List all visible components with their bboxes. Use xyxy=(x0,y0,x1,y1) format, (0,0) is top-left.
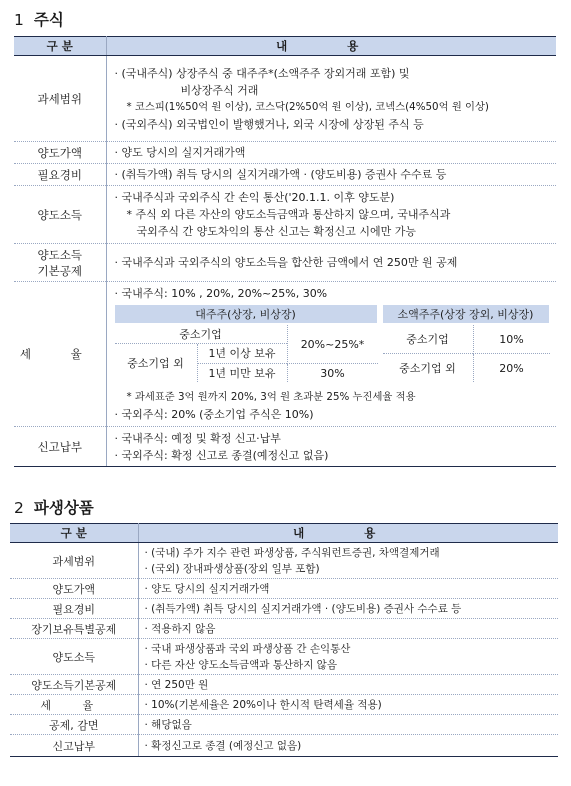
content-line: · (국외) 장내파생상품(장외 일부 포함) xyxy=(144,562,320,575)
header-content: 내 용 xyxy=(106,37,556,56)
row-label: 필요경비 xyxy=(10,599,138,619)
row-label: 과세범위 xyxy=(14,56,106,142)
content-line: · (국외주식) 외국법인이 발행했거나, 외국 시장에 상장된 주식 등 xyxy=(114,117,424,131)
minor-non-sme-rate: 20% xyxy=(473,354,550,382)
major-sme-label: 중소기업 xyxy=(115,325,287,344)
major-non-sme-label: 중소기업 외 xyxy=(115,344,198,382)
row-content: · 양도 당시의 실지거래가액 xyxy=(106,142,556,164)
major-shareholder-header: 대주주(상장, 비상장) xyxy=(115,305,377,323)
table-row xyxy=(14,164,556,186)
table-header xyxy=(10,524,558,543)
table-row xyxy=(10,619,558,639)
under-1y-rate: 30% xyxy=(287,364,378,382)
row-content xyxy=(106,282,556,427)
row-label: 신고납부 xyxy=(10,735,138,757)
table-row xyxy=(14,186,556,244)
row-label: 신고납부 xyxy=(14,427,106,467)
hold-over-1y: 1년 이상 보유 xyxy=(198,344,287,364)
row-label-line: 기본공제 xyxy=(37,263,82,278)
table-row xyxy=(10,695,558,715)
header-content: 내 용 xyxy=(138,524,558,543)
derivatives-tax-table xyxy=(10,523,558,757)
content-line: · 국외주식: 20% (중소기업 주식은 10%) xyxy=(114,408,314,421)
row-content: · (취득가액) 취득 당시의 실지거래가액 · (양도비용) 증권사 수수료 등 xyxy=(138,599,558,619)
row-label: 필요경비 xyxy=(14,164,106,186)
minor-shareholder-header: 소액주주(상장 장외, 비상장) xyxy=(383,305,549,323)
footnote-line: * 코스피(1%50억 원 이상), 코스닥(2%50억 원 이상), 코넥스(4%50억 원 이상) xyxy=(126,100,489,113)
section-number: 1 xyxy=(14,11,24,29)
major-sme-rate: 20%~25%* xyxy=(287,325,378,364)
table-header xyxy=(14,37,556,56)
row-content xyxy=(106,186,556,244)
table-row xyxy=(14,282,556,427)
minor-sme-label: 중소기업 xyxy=(383,325,473,354)
row-label: 양도소득 xyxy=(14,186,106,244)
row-content: · 양도 당시의 실지거래가액 xyxy=(138,579,558,599)
table-row xyxy=(10,675,558,695)
row-content xyxy=(138,543,558,579)
row-label: 과세범위 xyxy=(10,543,138,579)
section-heading: 파생상품 xyxy=(33,499,94,517)
row-label: 세 율 xyxy=(10,695,138,715)
header-category: 구 분 xyxy=(14,37,106,56)
row-content: · 10%(기본세율은 20%이나 한시적 탄력세율 적용) xyxy=(138,695,558,715)
row-content xyxy=(106,427,556,467)
minor-sme-rate: 10% xyxy=(473,325,550,354)
section2-title xyxy=(14,496,94,518)
footnote-line: * 주식 외 다른 자산의 양도소득금액과 통산하지 않으며, 국내주식과 xyxy=(126,208,451,221)
row-content: · 적용하지 않음 xyxy=(138,619,558,639)
table-row xyxy=(10,639,558,675)
row-content xyxy=(106,56,556,142)
content-line: · 국내 파생상품과 국외 파생상품 간 손익통산 xyxy=(144,642,351,655)
section-heading: 주식 xyxy=(33,11,64,29)
footnote-line: 국외주식 간 양도차익의 통산 신고는 확정신고 시에만 가능 xyxy=(136,225,416,238)
row-label-line: 양도소득 xyxy=(37,247,82,262)
row-content xyxy=(138,639,558,675)
row-content: · 해당없음 xyxy=(138,715,558,735)
table-row xyxy=(10,735,558,757)
row-label: 세 율 xyxy=(14,282,106,427)
table-row xyxy=(14,244,556,282)
row-content: · 연 250만 원 xyxy=(138,675,558,695)
table-row xyxy=(14,56,556,142)
footnote-line: * 과세표준 3억 원까지 20%, 3억 원 초과분 25% 누진세율 적용 xyxy=(126,391,416,403)
minor-non-sme-label: 중소기업 외 xyxy=(399,361,456,375)
hold-under-1y: 1년 미만 보유 xyxy=(208,366,276,380)
row-label: 양도소득 xyxy=(10,639,138,675)
content-line: · 국내주식과 국외주식 간 손익 통산('20.1.1. 이후 양도분) xyxy=(114,191,395,204)
content-line: 비상장주식 거래 xyxy=(180,83,259,97)
tax-rate-table xyxy=(115,305,551,387)
row-label xyxy=(14,244,106,282)
table-row xyxy=(10,599,558,619)
content-line: · (국내) 주가 지수 관련 파생상품, 주식워런트증권, 차액결제거래 xyxy=(144,546,440,559)
table-row xyxy=(10,543,558,579)
row-content: · 국내주식과 국외주식의 양도소득을 합산한 금액에서 연 250만 원 공제 xyxy=(106,244,556,282)
table-row xyxy=(10,579,558,599)
row-label: 양도가액 xyxy=(14,142,106,164)
content-line: · (국내주식) 상장주식 중 대주주*(소액주주 장외거래 포함) 및 xyxy=(114,66,410,80)
row-label: 공제, 감면 xyxy=(10,715,138,735)
header-category: 구 분 xyxy=(10,524,138,543)
row-content: · 확정신고로 종결 (예정신고 없음) xyxy=(138,735,558,757)
row-label: 장기보유특별공제 xyxy=(10,619,138,639)
content-line: · 국내주식: 10% , 20%, 20%~25%, 30% xyxy=(114,287,328,300)
content-line: · 국외주식: 확정 신고로 종결(예정신고 없음) xyxy=(114,448,329,462)
content-line: · 다른 자산 양도소득금액과 통산하지 않음 xyxy=(144,658,337,671)
section-number: 2 xyxy=(14,499,24,517)
section1-title xyxy=(14,8,64,30)
table-row xyxy=(10,715,558,735)
row-content: · (취득가액) 취득 당시의 실지거래가액 · (양도비용) 증권사 수수료 등 xyxy=(106,164,556,186)
row-label: 양도소득기본공제 xyxy=(10,675,138,695)
row-label: 양도가액 xyxy=(10,579,138,599)
stock-tax-table xyxy=(14,36,556,467)
content-line: · 국내주식: 예정 및 확정 신고·납부 xyxy=(114,431,281,445)
table-row xyxy=(14,142,556,164)
table-row xyxy=(14,427,556,467)
